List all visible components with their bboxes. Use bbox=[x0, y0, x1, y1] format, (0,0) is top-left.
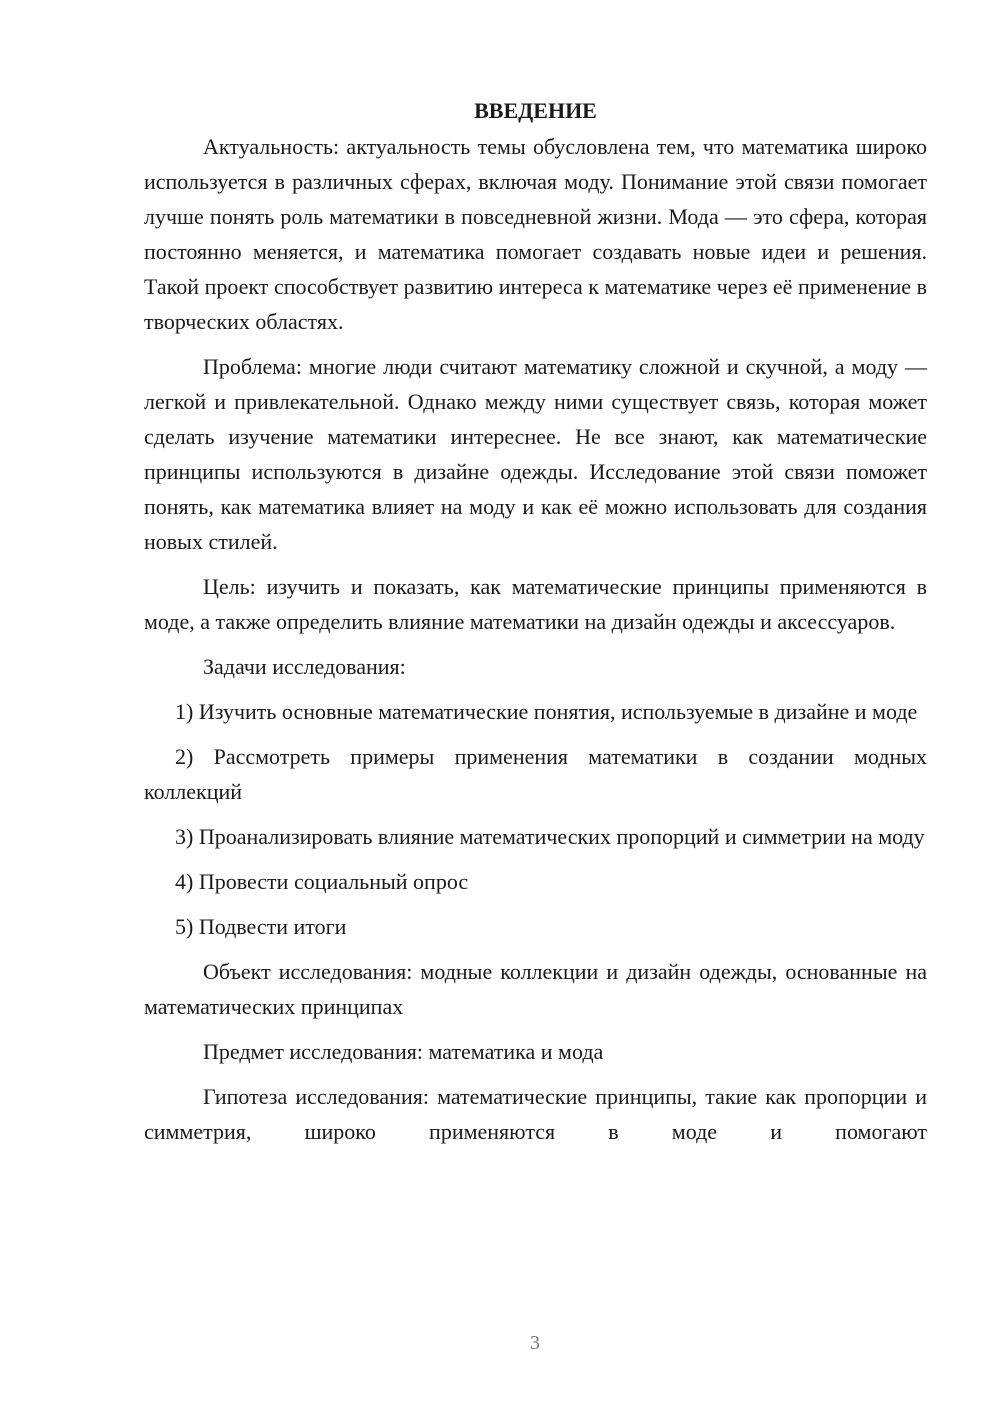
task-item-4: 4) Провести социальный опрос bbox=[175, 869, 469, 894]
page-number: 3 bbox=[530, 1332, 540, 1354]
task-item-1: 1) Изучить основные математические понятия, используемые в дизайне и моде bbox=[175, 699, 918, 724]
task-item-2: 2) Рассмотреть примеры применения математики в создании модных коллекций bbox=[144, 744, 927, 804]
task-item-3: 3) Проанализировать влияние математических пропорций и симметрии на моду bbox=[175, 824, 925, 849]
object-paragraph: Объект исследования: модные коллекции и дизайн одежды, основанные на математических принципах bbox=[144, 959, 927, 1019]
goal-paragraph: Цель: изучить и показать, как математические принципы применяются в моде, а также определить влияние математики на дизайн одежды и аксессуаров. bbox=[144, 574, 927, 634]
task-item-5: 5) Подвести итоги bbox=[175, 914, 347, 939]
hypothesis-paragraph: Гипотеза исследования: математические принципы, такие как пропорции и симметрия, широко применяются в моде и помогают bbox=[144, 1084, 927, 1144]
relevance-paragraph: Актуальность: актуальность темы обусловлена тем, что математика широко используется в различных сферах, включая моду. Понимание этой связи помогает лучше понять роль математики в повседневной жизни. Мода — это сфера, которая постоянно меняется, и математика помогает создавать новые идеи и решения. Такой проект способствует развитию интереса к математике через её применение в творческих областях. bbox=[144, 134, 927, 334]
document-page bbox=[144, 93, 927, 1149]
subject-paragraph: Предмет исследования: математика и мода bbox=[203, 1039, 604, 1064]
problem-paragraph: Проблема: многие люди считают математику сложной и скучной, а моду — легкой и привлекательной. Однако между ними существует связь, которая может сделать изучение математики интереснее. Не все знают, как математические принципы используются в дизайне одежды. Исследование этой связи поможет понять, как математика влияет на моду и как её можно использовать для создания новых стилей. bbox=[144, 354, 927, 554]
tasks-title: Задачи исследования: bbox=[203, 654, 406, 679]
section-heading: ВВЕДЕНИЕ bbox=[474, 98, 597, 123]
